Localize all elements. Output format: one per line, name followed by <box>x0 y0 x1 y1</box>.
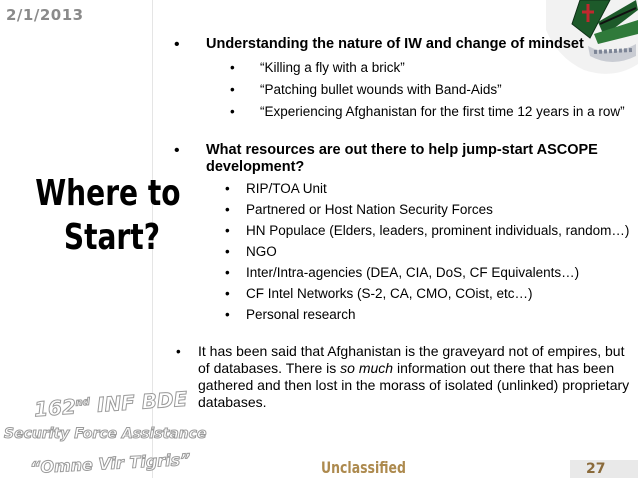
watermark-text: 162 <box>33 394 77 422</box>
sub-bullet-text: NGO <box>246 244 277 259</box>
bullet-icon: • <box>230 104 235 119</box>
bullet-text: What resources are out there to help jump-start ASCOPE development? <box>206 142 598 175</box>
sub-bullet-text: “Experiencing Afghanistan for the first time 12 years in a row” <box>260 104 625 119</box>
bullet-icon: • <box>225 307 230 322</box>
sub-bullet-text: HN Populace (Elders, leaders, prominent individuals, random…) <box>246 223 630 238</box>
sub-bullet-text: Partnered or Host Nation Security Forces <box>246 202 493 217</box>
bullet-icon: • <box>174 36 180 53</box>
closing-emphasis: so much <box>340 360 394 376</box>
sub-bullet <box>168 306 636 323</box>
sub-bullet-text: RIP/TOA Unit <box>246 181 327 196</box>
sub-bullet <box>168 180 636 197</box>
motto-watermark: “Omne Vir Tigris” <box>29 449 191 478</box>
bullet-icon: • <box>230 82 235 97</box>
bullet-icon: • <box>174 142 180 159</box>
side-title-line: Where to <box>35 173 181 214</box>
slide-content <box>168 36 636 411</box>
watermark-superscript: nd <box>75 396 91 409</box>
bullet-icon: • <box>225 223 230 238</box>
page-number: 27 <box>586 461 606 477</box>
watermark-text: INF BDE <box>89 386 188 418</box>
bullet-icon: • <box>225 244 230 259</box>
sub-bullet <box>168 201 636 218</box>
sub-bullet <box>168 81 636 98</box>
sub-bullet-text: “Killing a fly with a brick” <box>260 60 405 75</box>
main-bullet <box>168 36 636 53</box>
bullet-icon: • <box>225 286 230 301</box>
sub-bullet <box>168 59 636 76</box>
sub-bullet <box>168 103 636 120</box>
slide-date: 2/1/2013 <box>6 6 84 24</box>
side-title <box>35 172 181 260</box>
closing-text-part: It has been said that Afghanistan is the graveyard not of empires, but of databases. There is <box>198 343 625 376</box>
closing-bullet <box>168 343 636 411</box>
bullet-icon: • <box>225 265 230 280</box>
side-title-line: Start? <box>63 217 160 258</box>
bullet-icon: • <box>176 344 181 359</box>
sub-bullet-text: Personal research <box>246 307 356 322</box>
closing-text <box>198 343 636 411</box>
bullet-icon: • <box>225 181 230 196</box>
brigade-watermark <box>33 387 188 422</box>
classification-label: Unclassified <box>321 458 406 477</box>
sub-bullet-text: “Patching bullet wounds with Band-Aids” <box>260 82 502 97</box>
sfa-watermark: Security Force Assistance <box>4 426 207 442</box>
bullet-icon: • <box>230 60 235 75</box>
bullet-icon: • <box>225 202 230 217</box>
closing-text-part: information out there that has been gathered and then lost in the morass of isolated (unlinked) proprietary databases. <box>198 360 630 410</box>
sub-bullet <box>168 264 636 281</box>
bullet-text: Understanding the nature of IW and change of mindset <box>206 36 584 52</box>
sub-bullet <box>168 243 636 260</box>
sub-bullet-text: Inter/Intra-agencies (DEA, CIA, DoS, CF Equivalents…) <box>246 265 580 280</box>
sub-bullet-text: CF Intel Networks (S-2, CA, CMO, COist, etc…) <box>246 286 533 301</box>
sub-bullet <box>168 285 636 302</box>
main-bullet <box>168 142 636 176</box>
sub-bullet <box>168 222 636 239</box>
